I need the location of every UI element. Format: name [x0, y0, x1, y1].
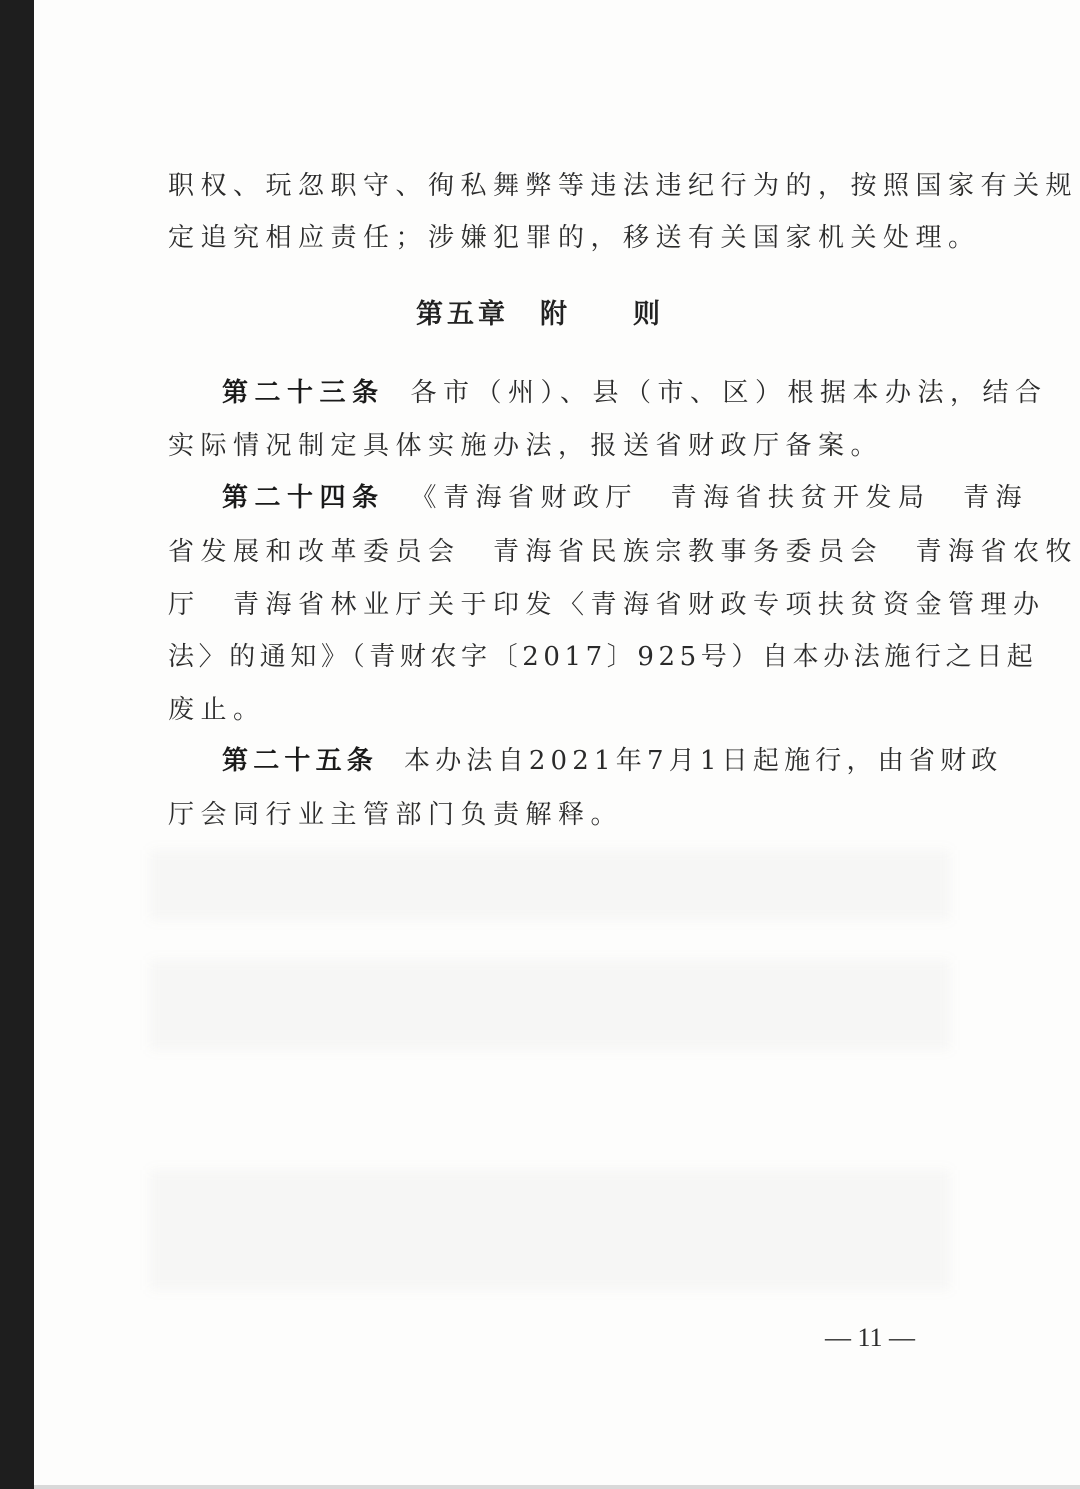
article-25-text: 本办法自2021年7月1日起施行，由省财政 [404, 746, 1003, 776]
article-25-label: 第二十五条 [222, 746, 379, 776]
article-24-line-1 [222, 478, 1029, 518]
article-23-line-1 [222, 373, 1048, 413]
article-24-text: 《青海省财政厅 青海省扶贫开发局 青海 [410, 483, 1029, 513]
scan-binding-edge [0, 0, 34, 1489]
article-25-line-2: 厅会同行业主管部门负责解释。 [168, 800, 624, 830]
show-through-shadow [150, 850, 950, 920]
page-number: — 11 — [824, 1323, 916, 1352]
article-24-line-3: 厅 青海省林业厅关于印发〈青海省财政专项扶贫资金管理办 [168, 590, 1046, 620]
article-23-label: 第二十三条 [222, 378, 385, 408]
show-through-shadow [150, 1170, 950, 1290]
body-line: 职权、玩忽职守、徇私舞弊等违法违纪行为的，按照国家有关规 [168, 171, 1079, 201]
show-through-shadow [150, 960, 950, 1050]
article-24-line-2: 省发展和改革委员会 青海省民族宗教事务委员会 青海省农牧 [168, 537, 1079, 567]
article-24-line-5: 废止。 [168, 695, 266, 725]
article-25-line-1 [222, 741, 1003, 781]
article-23-text: 各市（州）、县（市、区）根据本办法，结合 [410, 378, 1048, 408]
article-24-label: 第二十四条 [222, 483, 385, 513]
scan-bottom-edge [34, 1485, 1080, 1489]
body-line: 定追究相应责任；涉嫌犯罪的，移送有关国家机关处理。 [168, 223, 981, 253]
chapter-heading: 第五章 附 则 [416, 299, 664, 330]
article-23-line-2: 实际情况制定具体实施办法，报送省财政厅备案。 [168, 431, 884, 461]
article-24-line-4: 法〉的通知》（青财农字〔2017〕925号）自本办法施行之日起 [168, 642, 1038, 672]
